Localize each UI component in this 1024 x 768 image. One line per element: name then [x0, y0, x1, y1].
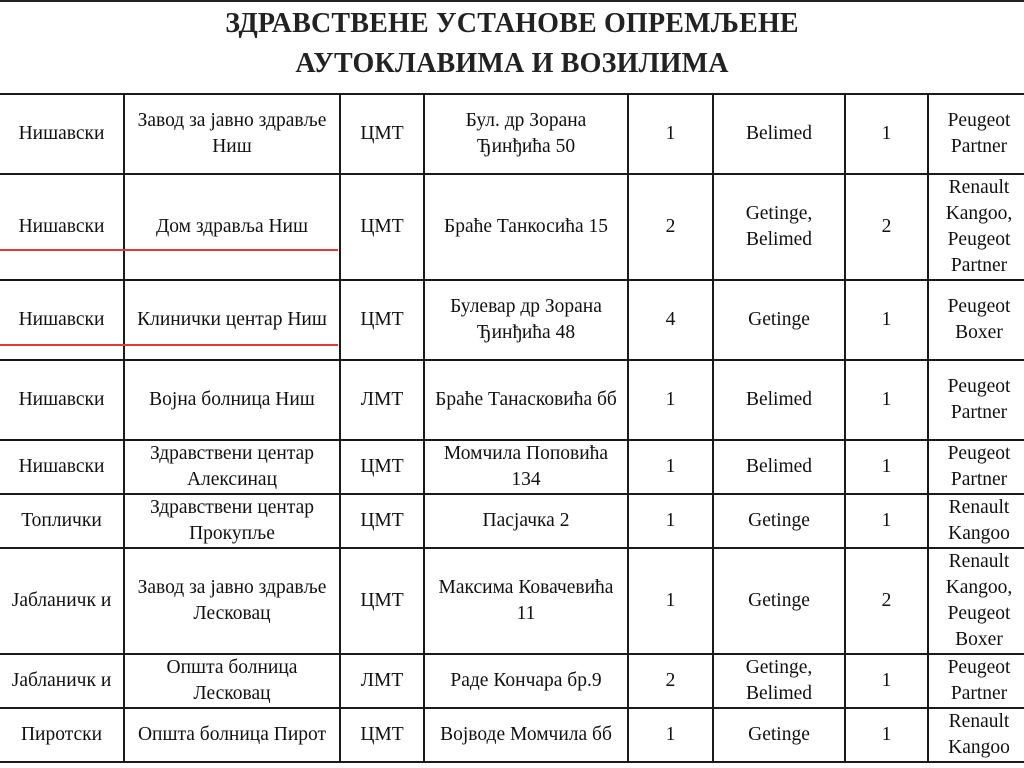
- title-line-1: ЗДРАВСТВЕНЕ УСТАНОВЕ ОПРЕМЉЕНЕ: [225, 8, 799, 39]
- autoclave-count-cell: 1: [628, 440, 713, 494]
- table-row: [0, 548, 1024, 654]
- address-cell: Пасјачка 2: [424, 494, 628, 548]
- institution-cell: Општа болница Лесковац: [124, 654, 340, 708]
- autoclave-brand-cell: Getinge: [713, 708, 845, 762]
- institution-cell: Здравствени центар Алексинац: [124, 440, 340, 494]
- district-cell: Нишавски: [0, 360, 124, 440]
- red-underline: [0, 344, 338, 346]
- type-cell: ЦМТ: [340, 494, 424, 548]
- table-row: [0, 440, 1024, 494]
- autoclave-brand-cell: Getinge: [713, 548, 845, 654]
- address-cell: Раде Кончара бр.9: [424, 654, 628, 708]
- vehicle-model-cell: Renault Kangoo: [928, 494, 1024, 548]
- title-line-2: АУТОКЛАВИМА И ВОЗИЛИМА: [295, 48, 729, 79]
- institution-cell: Завод за јавно здравље Ниш: [124, 94, 340, 174]
- vehicle-count-cell: 2: [845, 174, 928, 280]
- autoclave-count-cell: 1: [628, 708, 713, 762]
- autoclave-count-cell: 1: [628, 494, 713, 548]
- vehicle-count-cell: 1: [845, 360, 928, 440]
- document-title: [0, 4, 1024, 92]
- vehicle-model-cell: Peugeot Partner: [928, 440, 1024, 494]
- district-cell: Нишавски: [0, 94, 124, 174]
- autoclave-count-cell: 2: [628, 174, 713, 280]
- table-row: [0, 360, 1024, 440]
- autoclave-brand-cell: Getinge: [713, 494, 845, 548]
- vehicle-count-cell: 1: [845, 654, 928, 708]
- institution-cell: Војна болница Ниш: [124, 360, 340, 440]
- autoclave-brand-cell: Getinge, Belimed: [713, 174, 845, 280]
- institutions-table: [0, 93, 1024, 763]
- type-cell: ЦМТ: [340, 548, 424, 654]
- red-underline: [0, 249, 338, 251]
- autoclave-brand-cell: Belimed: [713, 94, 845, 174]
- vehicle-model-cell: Renault Kangoo: [928, 708, 1024, 762]
- type-cell: ЛМТ: [340, 360, 424, 440]
- institution-cell: Клинички центар Ниш: [124, 280, 340, 360]
- district-cell: Нишавски: [0, 174, 124, 280]
- vehicle-model-cell: Peugeot Partner: [928, 94, 1024, 174]
- autoclave-count-cell: 4: [628, 280, 713, 360]
- vehicle-model-cell: Renault Kangoo, Peugeot Partner: [928, 174, 1024, 280]
- vehicle-model-cell: Renault Kangoo, Peugeot Boxer: [928, 548, 1024, 654]
- institution-cell: Завод за јавно здравље Лесковац: [124, 548, 340, 654]
- vehicle-model-cell: Peugeot Boxer: [928, 280, 1024, 360]
- vehicle-count-cell: 1: [845, 280, 928, 360]
- vehicle-count-cell: 1: [845, 708, 928, 762]
- type-cell: ЦМТ: [340, 94, 424, 174]
- type-cell: ЦМТ: [340, 708, 424, 762]
- table-row: [0, 174, 1024, 280]
- address-cell: Максима Ковачевића 11: [424, 548, 628, 654]
- type-cell: ЦМТ: [340, 280, 424, 360]
- autoclave-count-cell: 2: [628, 654, 713, 708]
- institution-cell: Дом здравља Ниш: [124, 174, 340, 280]
- type-cell: ЛМТ: [340, 654, 424, 708]
- autoclave-brand-cell: Belimed: [713, 360, 845, 440]
- type-cell: ЦМТ: [340, 174, 424, 280]
- address-cell: Булевар др Зорана Ђинђића 48: [424, 280, 628, 360]
- institution-cell: Општа болница Пирот: [124, 708, 340, 762]
- district-cell: Јабланичк и: [0, 654, 124, 708]
- address-cell: Браће Танкосића 15: [424, 174, 628, 280]
- district-cell: Нишавски: [0, 440, 124, 494]
- vehicle-model-cell: Peugeot Partner: [928, 654, 1024, 708]
- vehicle-count-cell: 1: [845, 94, 928, 174]
- top-rule: [0, 0, 1024, 2]
- table-row: [0, 94, 1024, 174]
- table-row: [0, 280, 1024, 360]
- district-cell: Пиротски: [0, 708, 124, 762]
- vehicle-count-cell: 1: [845, 440, 928, 494]
- type-cell: ЦМТ: [340, 440, 424, 494]
- district-cell: Јабланичк и: [0, 548, 124, 654]
- vehicle-model-cell: Peugeot Partner: [928, 360, 1024, 440]
- autoclave-brand-cell: Getinge, Belimed: [713, 654, 845, 708]
- autoclave-count-cell: 1: [628, 360, 713, 440]
- address-cell: Браће Танасковића бб: [424, 360, 628, 440]
- address-cell: Бул. др Зорана Ђинђића 50: [424, 94, 628, 174]
- district-cell: Нишавски: [0, 280, 124, 360]
- address-cell: Момчила Поповића 134: [424, 440, 628, 494]
- autoclave-count-cell: 1: [628, 94, 713, 174]
- table-row: [0, 654, 1024, 708]
- district-cell: Топлички: [0, 494, 124, 548]
- vehicle-count-cell: 1: [845, 494, 928, 548]
- table-row: [0, 494, 1024, 548]
- address-cell: Војводе Момчила бб: [424, 708, 628, 762]
- autoclave-brand-cell: Belimed: [713, 440, 845, 494]
- institution-cell: Здравствени центар Прокупље: [124, 494, 340, 548]
- table-row: [0, 708, 1024, 762]
- autoclave-count-cell: 1: [628, 548, 713, 654]
- vehicle-count-cell: 2: [845, 548, 928, 654]
- autoclave-brand-cell: Getinge: [713, 280, 845, 360]
